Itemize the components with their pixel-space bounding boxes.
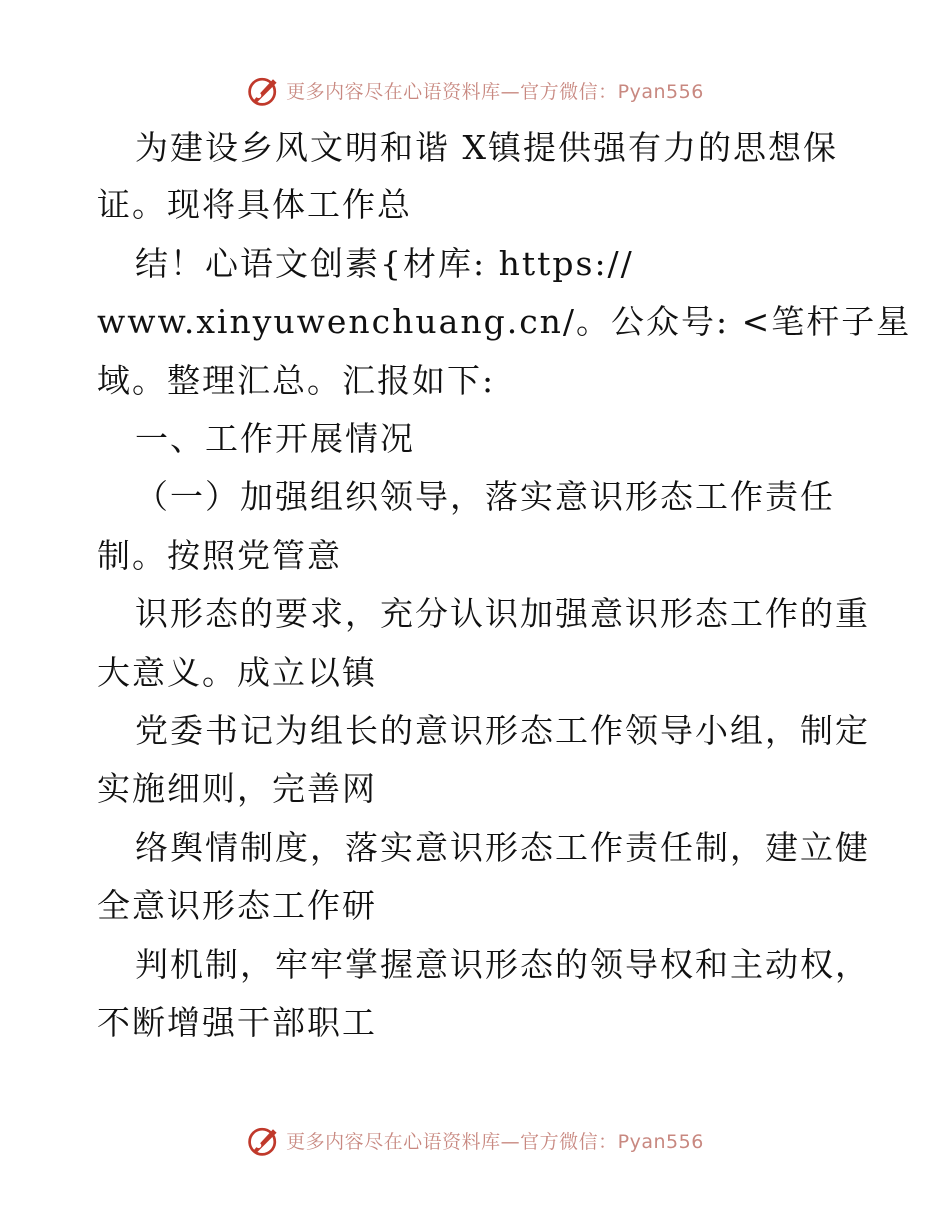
paragraph-line: 络舆情制度，落实意识形态工作责任制，建立健: [135, 828, 870, 867]
subsection-heading: （一）加强组织领导，落实意识形态工作责任: [135, 477, 835, 516]
pen-in-circle-logo-icon: [246, 1122, 282, 1158]
paragraph-line: 实施细则，完善网: [97, 769, 377, 808]
watermark-text: 更多内容尽在心语资料库—官方微信：Pyan556: [286, 1130, 704, 1153]
footer-watermark: [0, 1120, 950, 1160]
paragraph-line: 不断增强干部职工: [97, 1003, 377, 1042]
paragraph-line: 为建设乡风文明和谐 X镇提供强有力的思想保: [135, 128, 838, 167]
watermark-text: 更多内容尽在心语资料库—官方微信：Pyan556: [286, 80, 704, 103]
paragraph-line: 全意识形态工作研: [97, 886, 377, 925]
paragraph-line: 域。整理汇总。汇报如下:: [97, 361, 496, 400]
paragraph-line: 党委书记为组长的意识形态工作领导小组，制定: [135, 711, 870, 750]
section-heading: 一、工作开展情况: [135, 419, 415, 458]
paragraph-line: 制。按照党管意: [97, 536, 342, 575]
paragraph-line: 判机制，牢牢掌握意识形态的领导权和主动权，: [135, 945, 870, 984]
paragraph-line: 大意义。成立以镇: [97, 653, 377, 692]
paragraph-line: www.xinyuwenchuang.cn/。公众号: <笔杆子星: [97, 302, 912, 341]
paragraph-line: 结！心语文创素{材库: https://: [135, 244, 634, 283]
paragraph-line: 识形态的要求，充分认识加强意识形态工作的重: [135, 594, 870, 633]
paragraph-line: 证。现将具体工作总: [97, 185, 412, 224]
